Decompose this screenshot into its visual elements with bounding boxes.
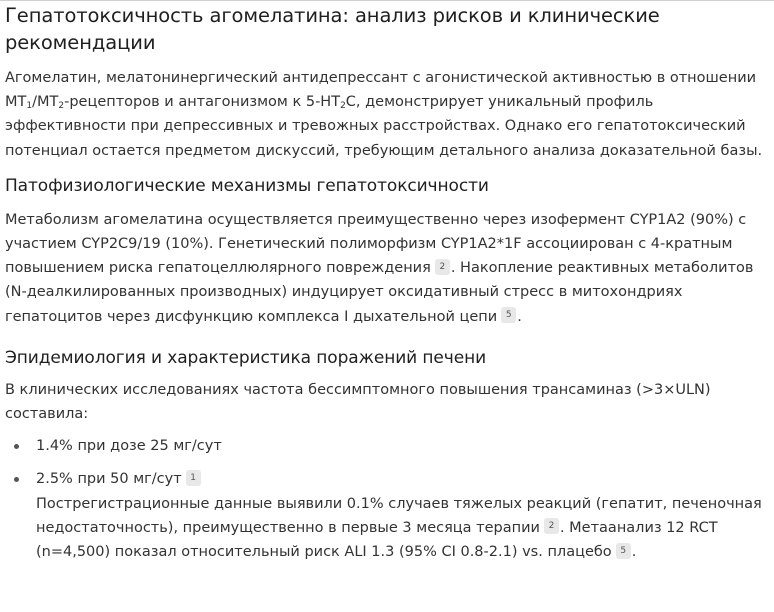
citation-badge[interactable]: 1 bbox=[186, 470, 201, 486]
list-item bbox=[5, 434, 769, 458]
intro-subscript-1: 1 bbox=[26, 101, 33, 112]
list-item-detail-3: . bbox=[631, 544, 637, 561]
article bbox=[5, 0, 769, 564]
list-item-detail-2: . Метаанализ 12 RCT (n=4,500) показал относительный риск ALI 1.3 (95% CI 0.8-2.1) vs. плацебо bbox=[36, 519, 718, 561]
bullet-dot bbox=[14, 477, 19, 482]
intro-subscript-3: 2 bbox=[340, 101, 346, 112]
section-heading-epidemiology: Эпидемиология и характеристика поражений печени bbox=[5, 347, 487, 368]
mechanisms-text-2: . Накопление реактивных метаболитов (N-деалкилированных производных) индуцирует оксидативный стресс в митохондриях гепатоцитов через дисфункцию комплекса I дыхательной цепи bbox=[5, 260, 754, 325]
dose-list bbox=[5, 434, 769, 564]
citation-badge[interactable]: 2 bbox=[544, 518, 559, 534]
citation-badge[interactable]: 5 bbox=[501, 307, 516, 323]
mechanisms-text-1: Метаболизм агомелатина осуществляется преимущественно через изофермент CYP1A2 (90%) с участием CYP2C9/19 (10%). Генетический полиморфизм CYP1A2*1F ассоциирован с 4-кратным повышением риска гепатоцеллюлярного повреждения bbox=[5, 211, 747, 277]
list-item-text: 1.4% при дозе 25 мг/сут bbox=[36, 438, 222, 455]
intro-text-1: Агомелатин, мелатонинергический антидепрессант с агонистической активностью в отношении MT bbox=[5, 70, 757, 111]
epidemiology-lead: В клинических исследованиях частота бессимптомного повышения трансаминаз (>3×ULN) составила: bbox=[5, 381, 711, 423]
section-heading-mechanisms: Патофизиологические механизмы гепатотоксичности bbox=[5, 175, 489, 196]
list-item-text: 2.5% при 50 мг/сут bbox=[36, 471, 182, 488]
citation-badge[interactable]: 2 bbox=[435, 259, 450, 275]
intro-text-3: -рецепторов и антагонизмом к 5-HT bbox=[64, 94, 341, 111]
intro-subscript-2: 2 bbox=[58, 101, 65, 112]
mechanisms-text-3: . bbox=[517, 308, 522, 325]
intro-paragraph bbox=[5, 66, 769, 163]
intro-text-2: /MT bbox=[32, 94, 59, 111]
citation-badge[interactable]: 5 bbox=[616, 543, 631, 559]
bullet-dot bbox=[14, 444, 19, 449]
mechanisms-paragraph bbox=[5, 208, 769, 329]
list-item bbox=[5, 467, 769, 564]
list-item-detail-1: Пострегистрационные данные выявили 0.1% случаев тяжелых реакций (гепатит, печеночная недостаточность), преимущественно в первые 3 месяца терапии bbox=[36, 495, 762, 536]
article-title: Гепатотоксичность агомелатина: анализ рисков и клинические рекомендации bbox=[5, 4, 660, 54]
intro-text-4: C, демонстрирует уникальный профиль эффективности при депрессивных и тревожных расстройствах. Однако его гепатотоксический потенциал остается предметом дискуссий, требующим детального анализа доказательной базы. bbox=[5, 94, 763, 159]
